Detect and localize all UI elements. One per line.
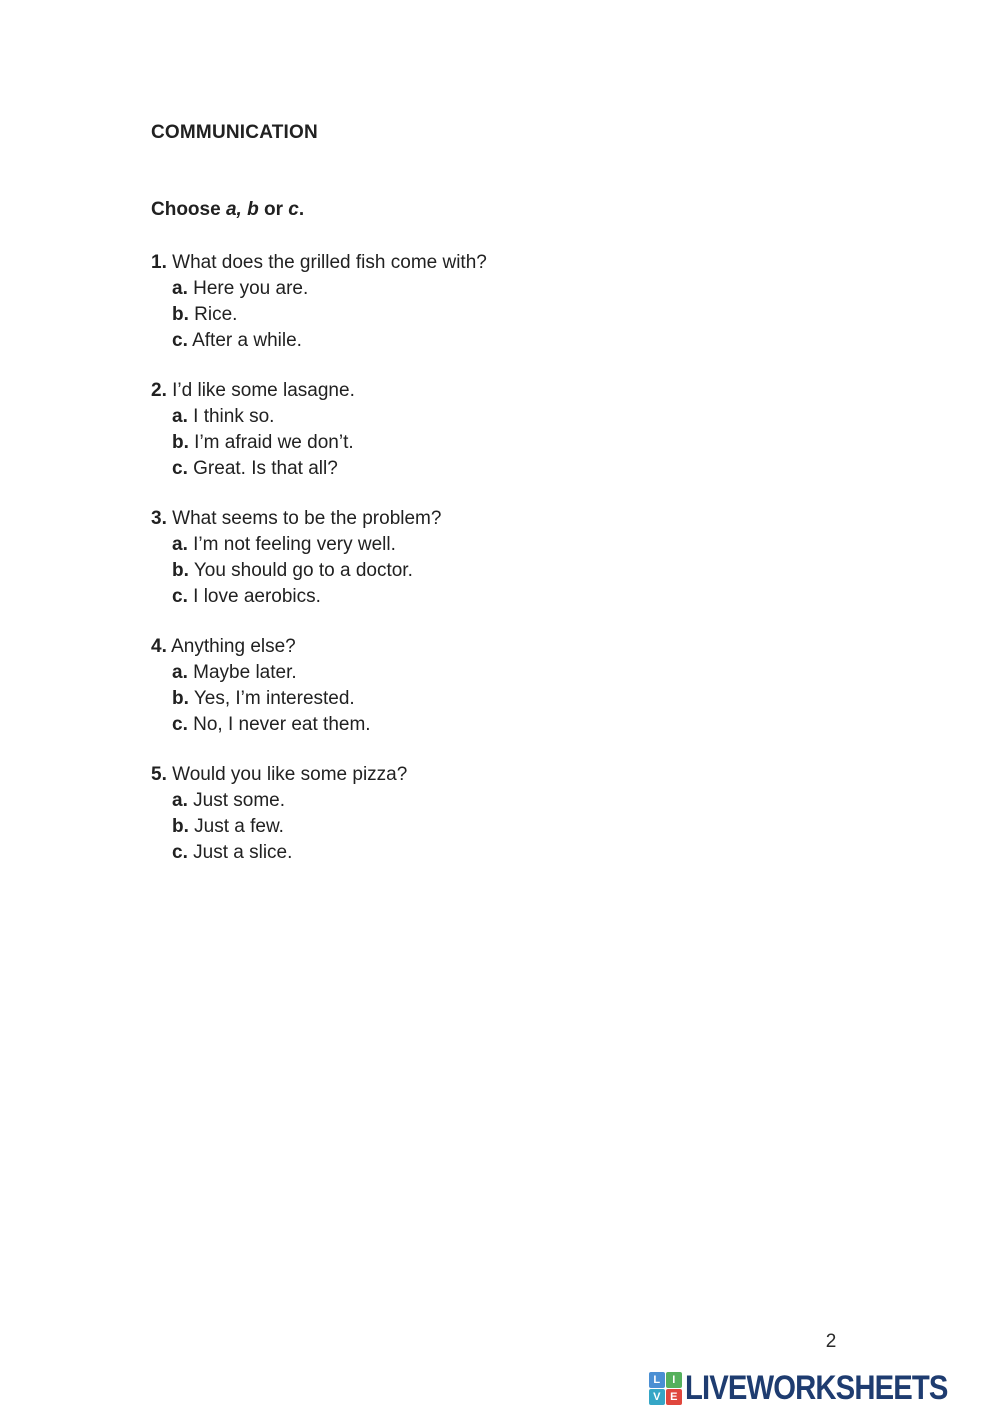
page-number: 2 xyxy=(825,1331,837,1352)
option-text: Just some. xyxy=(193,790,286,811)
logo-tile-i: I xyxy=(666,1372,682,1388)
option-letter: a. xyxy=(172,278,188,299)
answer-option[interactable] xyxy=(151,532,871,558)
logo-tile-l: L xyxy=(649,1372,665,1388)
answer-option[interactable] xyxy=(151,558,871,584)
instruction-part: or xyxy=(258,199,289,220)
question-list xyxy=(151,250,871,866)
question-text: What seems to be the problem? xyxy=(172,508,442,529)
option-letter: a. xyxy=(172,662,188,683)
question-text: I’d like some lasagne. xyxy=(172,380,355,401)
answer-option[interactable] xyxy=(151,456,871,482)
option-letter: b. xyxy=(172,304,189,325)
answer-option[interactable] xyxy=(151,712,871,738)
option-letter: a. xyxy=(172,406,188,427)
option-letter: c. xyxy=(172,458,188,479)
liveworksheets-logo-icon xyxy=(649,1372,682,1405)
instruction xyxy=(151,197,871,223)
question-block xyxy=(151,634,871,738)
question-line xyxy=(151,506,871,532)
question-number: 1. xyxy=(151,252,167,273)
question-line xyxy=(151,762,871,788)
option-text: You should go to a doctor. xyxy=(193,560,413,581)
question-block xyxy=(151,378,871,482)
logo-tile-v: V xyxy=(649,1389,665,1405)
option-letter: b. xyxy=(172,816,189,837)
instruction-part: . xyxy=(298,199,305,220)
option-text: Here you are. xyxy=(193,278,309,299)
question-line xyxy=(151,378,871,404)
question-line xyxy=(151,250,871,276)
answer-option[interactable] xyxy=(151,660,871,686)
option-letter: c. xyxy=(172,714,188,735)
answer-option[interactable] xyxy=(151,584,871,610)
option-text: No, I never eat them. xyxy=(193,714,371,735)
answer-option[interactable] xyxy=(151,814,871,840)
option-text: Just a few. xyxy=(194,816,284,837)
logo-tile-e: E xyxy=(666,1389,682,1405)
worksheet-content xyxy=(151,120,871,890)
question-block xyxy=(151,506,871,610)
option-letter: b. xyxy=(172,432,189,453)
option-text: I’m not feeling very well. xyxy=(193,534,396,555)
option-letter: a. xyxy=(172,790,188,811)
option-text: Just a slice. xyxy=(193,842,293,863)
option-text: Yes, I’m interested. xyxy=(193,688,355,709)
answer-option[interactable] xyxy=(151,404,871,430)
answer-option[interactable] xyxy=(151,276,871,302)
option-letter: c. xyxy=(172,330,188,351)
option-text: After a while. xyxy=(192,330,302,351)
page-title: COMMUNICATION xyxy=(151,122,318,143)
option-letter: b. xyxy=(172,560,189,581)
option-letter: a. xyxy=(172,534,188,555)
question-text: Would you like some pizza? xyxy=(172,764,408,785)
option-text: I love aerobics. xyxy=(193,586,321,607)
question-text: Anything else? xyxy=(171,636,296,657)
question-text: What does the grilled fish come with? xyxy=(172,252,487,273)
option-letter: b. xyxy=(172,688,189,709)
liveworksheets-logo[interactable] xyxy=(649,1369,990,1408)
instruction-part: c xyxy=(288,199,299,220)
answer-option[interactable] xyxy=(151,686,871,712)
question-line xyxy=(151,634,871,660)
answer-option[interactable] xyxy=(151,430,871,456)
option-text: I think so. xyxy=(193,406,275,427)
instruction-part: a, b xyxy=(225,199,259,220)
question-number: 5. xyxy=(151,764,167,785)
liveworksheets-logo-text: LIVEWORKSHEETS xyxy=(684,1369,948,1407)
answer-option[interactable] xyxy=(151,328,871,354)
question-block xyxy=(151,250,871,354)
instruction-part: Choose xyxy=(151,199,226,220)
answer-option[interactable] xyxy=(151,788,871,814)
option-text: Rice. xyxy=(194,304,238,325)
answer-option[interactable] xyxy=(151,302,871,328)
question-number: 4. xyxy=(151,636,167,657)
question-number: 2. xyxy=(151,380,167,401)
option-letter: c. xyxy=(172,842,188,863)
option-text: Maybe later. xyxy=(193,662,297,683)
option-text: I’m afraid we don’t. xyxy=(194,432,354,453)
option-text: Great. Is that all? xyxy=(193,458,338,479)
question-block xyxy=(151,762,871,866)
question-number: 3. xyxy=(151,508,167,529)
option-letter: c. xyxy=(172,586,188,607)
answer-option[interactable] xyxy=(151,840,871,866)
